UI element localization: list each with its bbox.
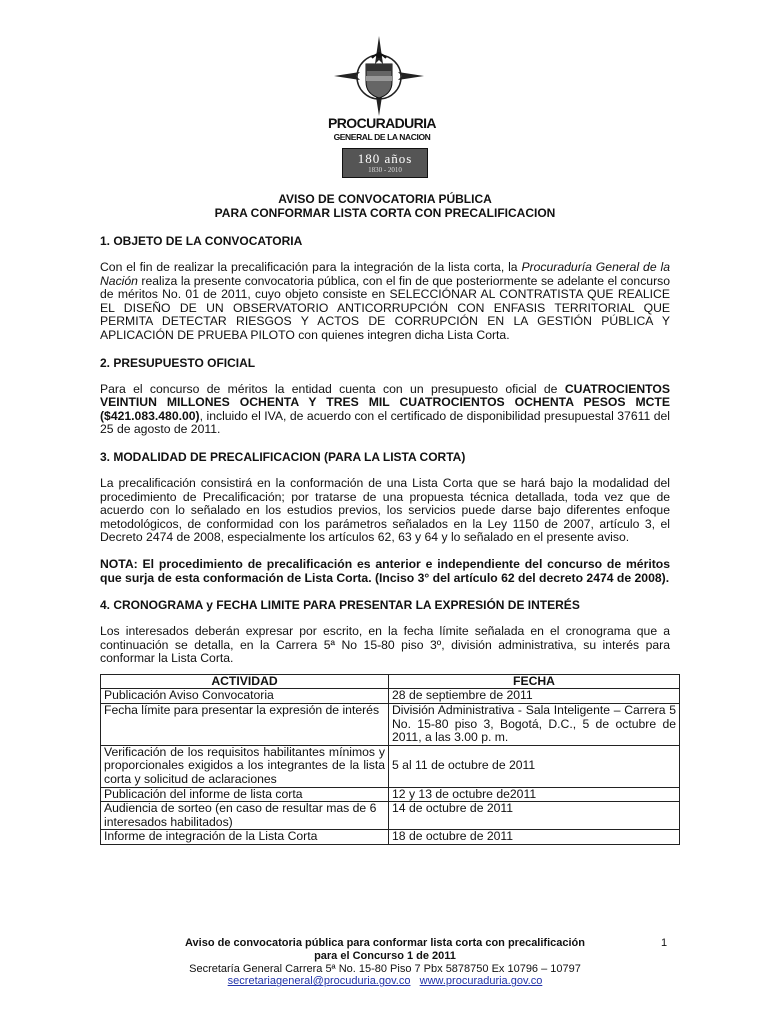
section-1-heading: 1. OBJETO DE LA CONVOCATORIA — [100, 234, 303, 248]
schedule-table — [100, 674, 680, 845]
table-cell-activity: Publicación Aviso Convocatoria — [101, 689, 389, 704]
page-number: 1 — [661, 937, 668, 949]
table-cell-activity: Informe de integración de la Lista Corta — [101, 830, 389, 845]
section-1-text-b: realiza la presente convocatoria pública, con el fin de que posteriormente se adelante el concurso de méritos No. 01 de 2011, cuyo objeto consiste en SELECCIÓNAR AL CONTRATISTA QUE REALICE EL DISEÑO DE UN OBSERVATORIO ANTICORRUPCIÓN CON ENFASIS TERRITORIAL QUE PERMITA DETECTAR RIESGOS Y ACTOS DE CORRUPCIÓN EN LA GESTIÓN PÚBLICA Y APLICACIÓN DE PRUEBA PILOTO con quienes integren dicha Lista Corta. — [100, 273, 670, 342]
section-1-paragraph — [100, 261, 670, 343]
table-cell-date: 5 al 11 de octubre de 2011 — [389, 745, 680, 787]
section-1-entity-name: Procuraduría General de la Nación — [100, 260, 670, 288]
footer-address: Secretaría General Carrera 5ª No. 15-80 Piso 7 Pbx 5878750 Ex 10796 – 10797 — [189, 962, 581, 975]
section-4-paragraph: Los interesados deberán expresar por escrito, en la fecha límite señalada en el cronograma que a continuación se detalla, en la Carrera 5ª No 15-80 piso 3º, división administrativa, su interés para conformar la Lista Corta. — [100, 624, 670, 666]
table-cell-date: 18 de octubre de 2011 — [389, 830, 680, 845]
footer-links — [130, 975, 640, 988]
table-cell-date: 28 de septiembre de 2011 — [389, 689, 680, 704]
table-header-row — [101, 674, 680, 689]
table-cell-activity: Fecha límite para presentar la expresión de interés — [101, 704, 389, 746]
table-cell-date: 12 y 13 de octubre de2011 — [389, 787, 680, 802]
page-footer — [130, 937, 640, 988]
section-1-text-a: Con el fin de realizar la precalificación para la integración de la lista corta, la — [100, 260, 522, 274]
table-cell-date: 14 de octubre de 2011 — [389, 802, 680, 830]
footer-email-link[interactable]: secretariageneral@procuduria.gov.co — [227, 975, 411, 988]
procuraduria-logo — [320, 36, 438, 176]
section-3-heading: 3. MODALIDAD DE PRECALIFICACION (PARA LA LISTA CORTA) — [100, 449, 466, 464]
table-row — [101, 704, 680, 746]
section-3-paragraph: La precalificación consistirá en la conformación de una Lista Corta que se hará bajo la modalidad del procedimiento de Precalificación; por tratarse de una propuesta técnica detallada, toda vez que de acuerdo con lo señalado en los estudios previos, los servicios puede darse bajo diferentes enfoque metodológicos, de conformidad con los parámetros señalados en la Ley 1150 de 2007, artículo 3, el Decreto 2474 de 2008, especialmente los artículos 62, 63 y 64 y lo señalado en el presente aviso. — [100, 475, 670, 545]
document-body — [100, 192, 676, 845]
section-2-text-a: Para el concurso de méritos la entidad cuenta con un presupuesto oficial de — [100, 381, 565, 396]
footer-web-link[interactable]: www.procuraduria.gov.co — [419, 975, 543, 988]
section-4-heading: 4. CRONOGRAMA y FECHA LIMITE PARA PRESENTAR LA EXPRESIÓN DE INTERÉS — [100, 598, 580, 613]
section-3-note: NOTA: El procedimiento de precalificación es anterior e independiente del concurso de méritos que surja de esta conformación de Lista Corta. (Inciso 3° del artículo 62 del decreto 2474 de 2008). — [100, 556, 670, 585]
logo-name-line2: GENERAL DE LA NACION — [333, 132, 431, 142]
table-row — [101, 787, 680, 802]
footer-title-line2: para el Concurso 1 de 2011 — [314, 949, 456, 962]
table-cell-activity: Publicación del informe de lista corta — [101, 787, 389, 802]
anniversary-years: 1830 - 2010 — [368, 166, 402, 174]
footer-title-line1: Aviso de convocatoria pública para conformar lista corta con precalificación — [185, 937, 585, 949]
anniversary-text: 180 años — [357, 151, 413, 166]
logo-name-line1: PROCURADURIA — [328, 115, 436, 131]
table-header-date: FECHA — [389, 674, 680, 689]
table-row — [101, 830, 680, 845]
table-row — [101, 802, 680, 830]
section-2-heading: 2. PRESUPUESTO OFICIAL — [100, 355, 256, 370]
table-row — [101, 689, 680, 704]
anniversary-badge — [342, 148, 428, 178]
document-title-line1: AVISO DE CONVOCATORIA PÚBLICA — [278, 192, 492, 206]
table-row — [101, 745, 680, 787]
table-cell-activity: Audiencia de sorteo (en caso de resultar mas de 6 interesados habilitados) — [101, 802, 389, 830]
table-cell-date: División Administrativa - Sala Inteligente – Carrera 5 No. 15-80 piso 3, Bogotá, D.C., 5 de octubre de 2011, a las 3.00 p. m. — [389, 704, 680, 746]
budget-amount: CUATROCIENTOS VEINTIUN MILLONES OCHENTA Y TRES MIL CUATROCIENTOS OCHENTA PESOS MCTE ($421.083.480.00) — [100, 381, 670, 423]
section-2-text-b: , incluido el IVA, de acuerdo con el certificado de disponibilidad presupuestal 37611 del 25 de agosto de 2011. — [100, 408, 670, 437]
table-header-activity: ACTIVIDAD — [101, 674, 389, 689]
table-cell-activity: Verificación de los requisitos habilitantes mínimos y proporcionales exigidos a los integrantes de la lista corta y solicitud de aclaraciones — [101, 745, 389, 787]
section-2-paragraph — [100, 383, 670, 437]
document-title-line2: PARA CONFORMAR LISTA CORTA CON PRECALIFICACION — [214, 206, 556, 220]
